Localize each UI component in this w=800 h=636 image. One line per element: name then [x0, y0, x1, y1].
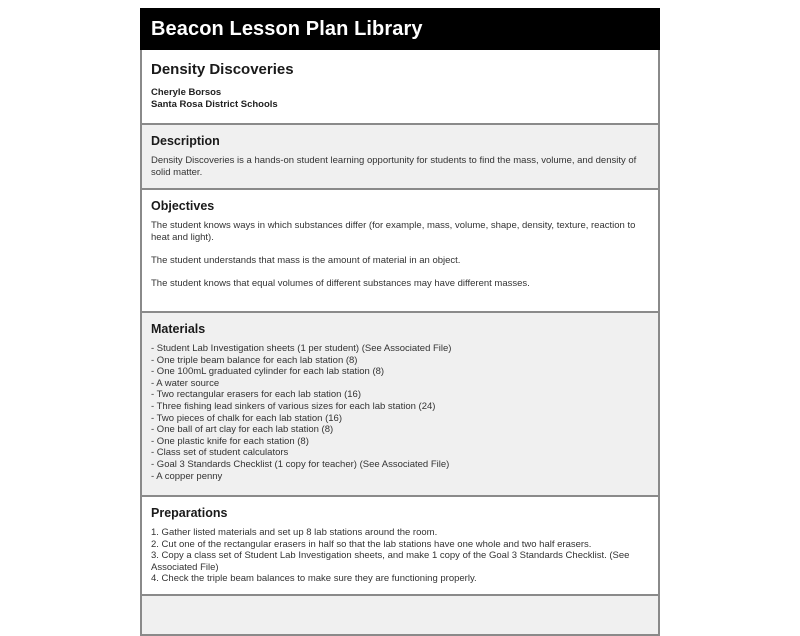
- preparation-step: 3. Copy a class set of Student Lab Investigation sheets, and make 1 copy of the Goal 3 Standards Checklist. (See Associated File): [151, 550, 630, 573]
- preparations-section: [140, 497, 660, 596]
- objectives-heading: Objectives: [151, 199, 215, 213]
- preparation-step: 2. Cut one of the rectangular erasers in half so that the lab stations have one whole and two half erasers.: [151, 538, 592, 550]
- materials-list: [151, 343, 648, 482]
- material-item: - Two rectangular erasers for each lab station (16): [151, 389, 361, 401]
- material-item: - Three fishing lead sinkers of various sizes for each lab station (24): [151, 400, 436, 412]
- description-section: [140, 125, 660, 190]
- author-organization: Santa Rosa District Schools: [151, 99, 278, 110]
- material-item: - Goal 3 Standards Checklist (1 copy for teacher) (See Associated File): [151, 458, 450, 470]
- lesson-title: Density Discoveries: [151, 61, 294, 78]
- material-item: - Two pieces of chalk for each lab station (16): [151, 412, 342, 424]
- material-item: - One 100mL graduated cylinder for each lab station (8): [151, 366, 385, 378]
- material-item: - One ball of art clay for each lab station (8): [151, 424, 334, 436]
- next-section-partial: [140, 596, 660, 636]
- lesson-title-section: [140, 50, 660, 125]
- preparations-list: [151, 527, 648, 585]
- preparation-step: 1. Gather listed materials and set up 8 lab stations around the room.: [151, 527, 438, 538]
- objective-item: The student understands that mass is the amount of material in an object.: [151, 255, 461, 266]
- material-item: - A copper penny: [151, 470, 223, 482]
- materials-section: [140, 313, 660, 497]
- material-item: - A water source: [151, 377, 220, 389]
- objective-item: The student knows that equal volumes of different substances may have different masses.: [151, 278, 530, 289]
- material-item: - Class set of student calculators: [151, 447, 289, 459]
- preparation-step: 4. Check the triple beam balances to make sure they are functioning properly.: [151, 573, 477, 585]
- preparations-heading: Preparations: [151, 506, 228, 520]
- site-title: Beacon Lesson Plan Library: [151, 18, 423, 40]
- material-item: - Student Lab Investigation sheets (1 per student) (See Associated File): [151, 343, 452, 354]
- site-header: [140, 8, 660, 50]
- description-heading: Description: [151, 134, 220, 148]
- description-text: Density Discoveries is a hands-on student learning opportunity for students to find the mass, volume, and density of solid matter.: [151, 155, 637, 178]
- material-item: - One triple beam balance for each lab station (8): [151, 354, 358, 366]
- objective-item: The student knows ways in which substances differ (for example, mass, volume, shape, density, texture, reaction to heat and light).: [151, 220, 636, 243]
- material-item: - One plastic knife for each station (8): [151, 435, 309, 447]
- lesson-plan-page: [140, 8, 660, 636]
- author-name: Cheryle Borsos: [151, 87, 222, 98]
- materials-heading: Materials: [151, 322, 206, 336]
- objectives-section: [140, 190, 660, 313]
